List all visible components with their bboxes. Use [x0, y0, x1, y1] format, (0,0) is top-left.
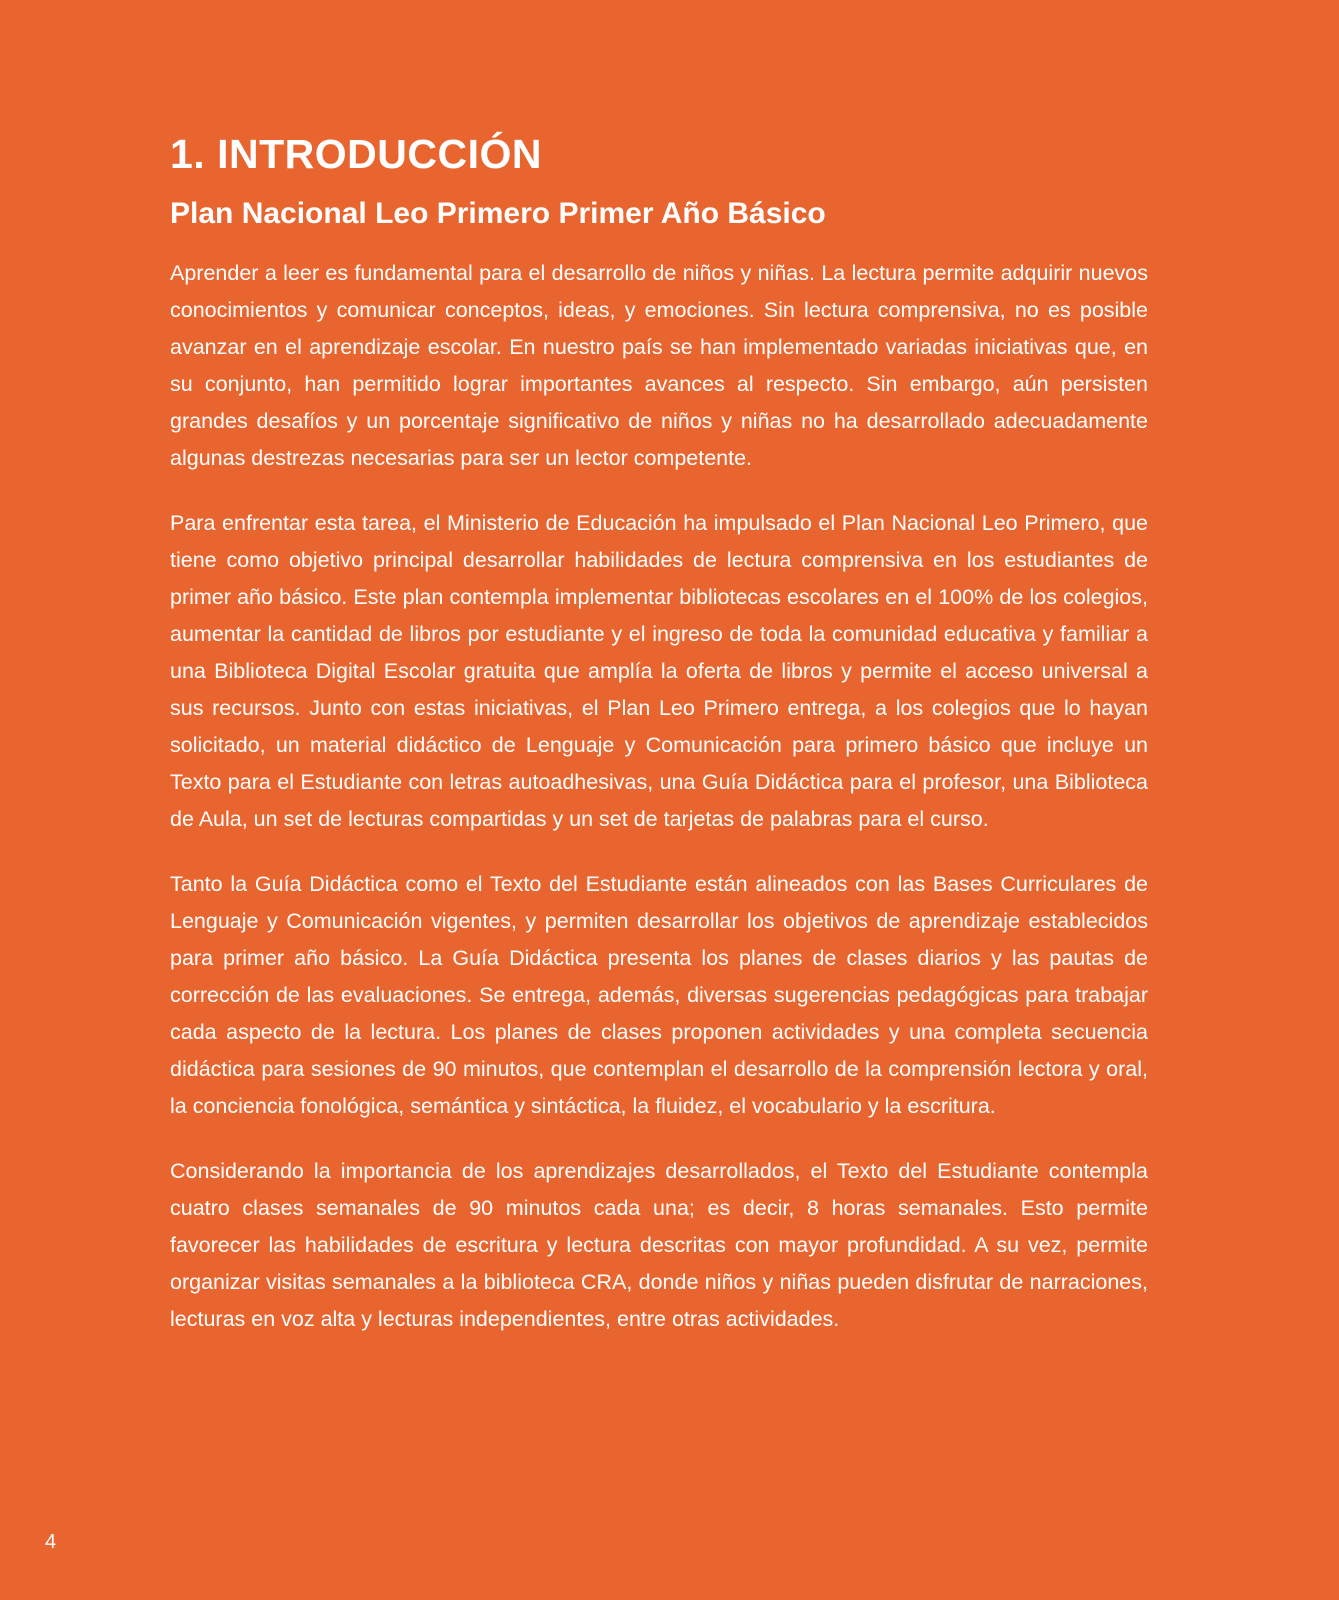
section-title: 1. INTRODUCCIÓN	[170, 131, 542, 177]
section-subtitle: Plan Nacional Leo Primero Primer Año Básico	[170, 197, 826, 231]
intro-paragraph-2: Para enfrentar esta tarea, el Ministerio de Educación ha impulsado el Plan Nacional Leo Primero, que tiene como objetivo principal desarrollar habilidades de lectura comprensiva en los estudiantes de primer año básico. Este plan contempla implementar bibliotecas escolares en el 100% de los colegios, aumentar la cantidad de libros por estudiante y el ingreso de toda la comunidad educativa y familiar a una Biblioteca Digital Escolar gratuita que amplía la oferta de libros y permite el acceso universal a sus recursos. Junto con estas iniciativas, el Plan Leo Primero entrega, a los colegios que lo hayan solicitado, un material didáctico de Lenguaje y Comunicación para primero básico que incluye un Texto para el Estudiante con letras autoadhesivas, una Guía Didáctica para el profesor, una Biblioteca de Aula, un set de lecturas compartidas y un set de tarjetas de palabras para el curso.	[170, 510, 1148, 831]
intro-paragraph-3: Tanto la Guía Didáctica como el Texto del Estudiante están alineados con las Bases Curriculares de Lenguaje y Comunicación vigentes, y permiten desarrollar los objetivos de aprendizaje establecidos para primer año básico. La Guía Didáctica presenta los planes de clases diarios y las pautas de corrección de las evaluaciones. Se entrega, además, diversas sugerencias pedagógicas para trabajar cada aspecto de la lectura. Los planes de clases proponen actividades y una completa secuencia didáctica para sesiones de 90 minutos, que contemplan el desarrollo de la comprensión lectora y oral, la conciencia fonológica, semántica y sintáctica, la fluidez, el vocabulario y la escritura.	[170, 871, 1148, 1118]
page-number: 4	[45, 1531, 57, 1553]
intro-paragraph-1: Aprender a leer es fundamental para el desarrollo de niños y niñas. La lectura permite adquirir nuevos conocimientos y comunicar conceptos, ideas, y emociones. Sin lectura comprensiva, no es posible avanzar en el aprendizaje escolar. En nuestro país se han implementado variadas iniciativas que, en su conjunto, han permitido lograr importantes avances al respecto. Sin embargo, aún persisten grandes desafíos y un porcentaje significativo de niños y niñas no ha desarrollado adecuadamente algunas destrezas necesarias para ser un lector competente.	[170, 260, 1148, 470]
page-content	[170, 130, 1148, 1366]
intro-paragraph-4: Considerando la importancia de los aprendizajes desarrollados, el Texto del Estudiante contempla cuatro clases semanales de 90 minutos cada una; es decir, 8 horas semanales. Esto permite favorecer las habilidades de escritura y lectura descritas con mayor profundidad. A su vez, permite organizar visitas semanales a la biblioteca CRA, donde niños y niñas pueden disfrutar de narraciones, lecturas en voz alta y lecturas independientes, entre otras actividades.	[170, 1158, 1148, 1331]
